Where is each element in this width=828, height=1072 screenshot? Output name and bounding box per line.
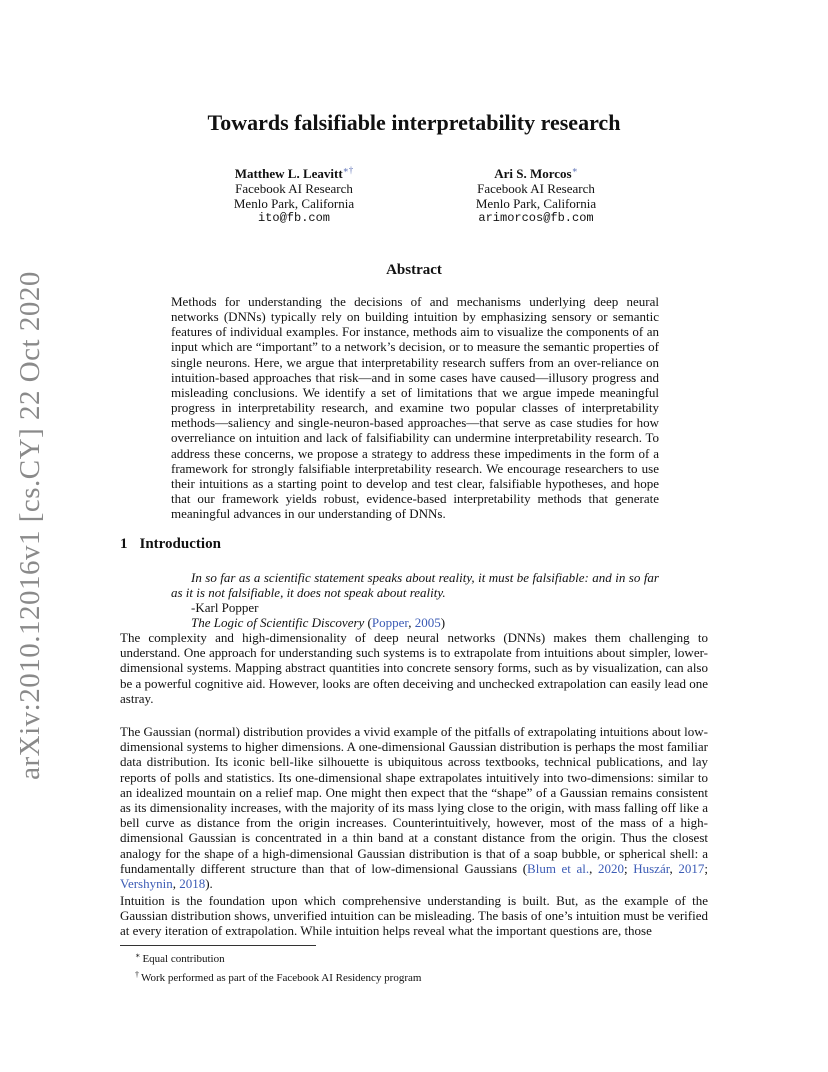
paragraph-text: ). xyxy=(205,876,213,892)
citation-link[interactable]: Huszár xyxy=(633,860,670,876)
paragraph-text: The Gaussian (normal) distribution provides a vivid example of the pitfalls of extrapolating intuitions about low-dimensional systems to higher dimensions. A one-dimensional Gaussian distribution is perhaps the most familiar data distribution. Its iconic bell-like silhouette is ubiquitous across textbooks, technical publications, and lay reports of polls and statistics. Its one-dimensional shape extrapolates intuitively into two-dimensions: similar to an idealized mountain on a relief map. One might then expect that the “shape” of a Gaussian remains consistent as its dimensionality increases, with the majority of its mass lying close to the origin, with mass falling off like a bell curve as distance from the origin increases. Counterintuitively, however, most of the mass of a high-dimensional Gaussian is concentrated in a thin band at a constant distance from the origin. Thus the closest analogy for the shape of a high-dimensional Gaussian distribution is that of a soap bubble, or spherical shell: a fundamentally different structure than that of low-dimensional Gaussians ( xyxy=(120,724,708,876)
footnote-text: Work performed as part of the Facebook AI Residency program xyxy=(141,972,422,984)
author-1 xyxy=(184,163,404,226)
footnote-1 xyxy=(135,948,421,967)
cite-sep: , xyxy=(408,615,415,630)
citation-link[interactable]: Vershynin xyxy=(120,876,173,892)
citation-link[interactable]: Popper xyxy=(371,615,409,630)
cite-sep: , xyxy=(669,860,679,876)
section-title: Introduction xyxy=(139,536,221,552)
paper-title: Towards falsifiable interpretability research xyxy=(207,110,621,135)
cite-sep: ; xyxy=(624,860,634,876)
intro-paragraph-3: Intuition is the foundation upon which comprehensive understanding is built. But, as the example of the Gaussian distribution shows, unverified intuition can be misleading. The basis of one’s intuition must be verified at every iteration of extrapolation. While intuition helps reveal what the important questions are, those xyxy=(120,893,708,939)
section-number: 1 xyxy=(120,536,128,552)
arxiv-side-stamp xyxy=(0,270,60,780)
author-location: Menlo Park, California xyxy=(475,196,597,211)
citation-year-link[interactable]: 2018 xyxy=(179,876,206,892)
author-location: Menlo Park, California xyxy=(233,196,355,211)
cite-paren: ( xyxy=(367,615,372,630)
quote-attribution: -Karl Popper xyxy=(191,600,259,615)
author-email[interactable]: arimorcos@fb.com xyxy=(478,211,594,225)
author-mark: ∗ xyxy=(571,165,578,175)
author-name: Ari S. Morcos xyxy=(494,166,572,181)
citation-link[interactable]: Blum et al. xyxy=(527,860,590,876)
abstract-heading: Abstract xyxy=(386,262,442,278)
cite-sep: ; xyxy=(704,860,709,876)
citation-year-link[interactable]: 2020 xyxy=(598,860,625,876)
footnote-divider xyxy=(120,945,316,946)
footnote-2 xyxy=(135,967,421,986)
cite-sep: , xyxy=(589,860,599,876)
epigraph-quote xyxy=(171,570,659,630)
cite-sep: , xyxy=(172,876,180,892)
author-mark: ∗† xyxy=(342,165,354,175)
abstract-text: Methods for understanding the decisions of and mechanisms underlying deep neural networks (DNNs) typically rely on building intuition by emphasizing sensory or semantic features of individual examples. For instance, methods aim to visualize the components of an input which are “important” to a network’s decision, or to measure the semantic properties of single neurons. Here, we argue that interpretability research suffers from an over-reliance on intuition-based approaches that risk—and in some cases have caused—illusory progress and misleading conclusions. We identify a set of limitations that we argue impede meaningful progress in interpretability research, and examine two popular classes of interpretability methods—saliency and single-neuron-based approaches—that serve as case studies for how overreliance on intuition and lack of falsifiability can undermine interpretability research. To address these concerns, we propose a strategy to address these impediments in the form of a framework for strongly falsifiable interpretability research. We encourage researchers to use their intuitions as a starting point to develop and test clear, falsifiable hypotheses, and hope that our framework yields robust, evidence-based interpretability methods that generate meaningful advances in our understanding of DNNs. xyxy=(171,294,659,522)
citation-year-link[interactable]: 2017 xyxy=(678,860,705,876)
cite-paren: ) xyxy=(440,615,446,630)
author-affiliation: Facebook AI Research xyxy=(477,181,595,196)
footnote-mark: † xyxy=(135,970,139,979)
quote-book: The Logic of Scientific Discovery xyxy=(191,615,365,630)
author-2 xyxy=(426,163,646,226)
intro-paragraph-1: The complexity and high-dimensionality of deep neural networks (DNNs) makes them challenging to understand. One approach for understanding such systems is to extrapolate from intuitions about simpler, lower-dimensional systems. Mapping abstract quantities into concrete sensory forms, such as by visualization, can also be a powerful cognitive aid. However, looks are often deceiving and unchecked extrapolation can easily lead one astray. xyxy=(120,630,708,706)
section-heading xyxy=(120,536,221,553)
citation-year-link[interactable]: 2005 xyxy=(414,615,441,630)
arxiv-identifier: arXiv:2010.12016v1 [cs.CY] 22 Oct 2020 xyxy=(13,270,46,780)
footnotes xyxy=(135,948,421,986)
author-affiliation: Facebook AI Research xyxy=(235,181,353,196)
intro-paragraph-2 xyxy=(120,724,708,891)
footnote-mark: ∗ xyxy=(135,951,141,960)
author-email[interactable]: ito@fb.com xyxy=(257,211,330,225)
footnote-text: Equal contribution xyxy=(142,953,225,965)
quote-text: In so far as a scientific statement speaks about reality, it must be falsifiable: and in so far as it is not falsifiable, it does not speak about reality. xyxy=(171,570,659,600)
author-name: Matthew L. Leavitt xyxy=(234,166,343,181)
